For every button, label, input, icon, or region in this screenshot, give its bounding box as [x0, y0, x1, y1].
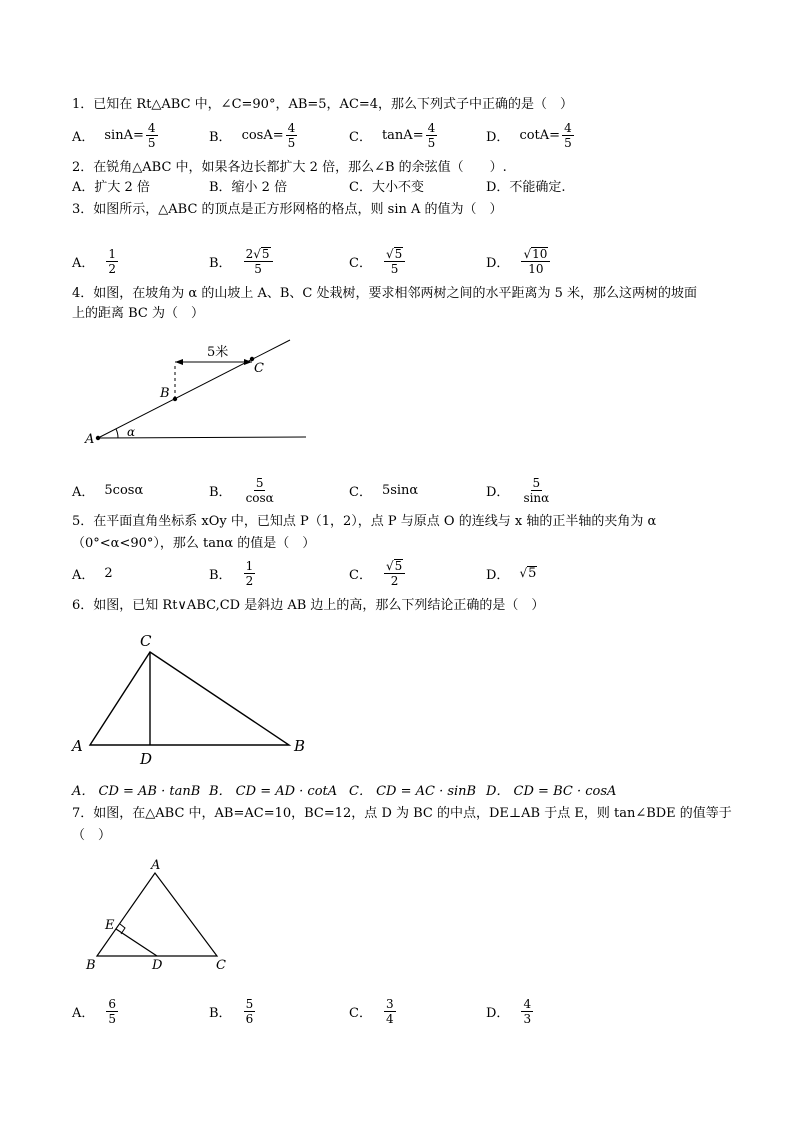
q4-option-c: C． 5sinα [349, 482, 419, 500]
question-3-options [72, 244, 732, 278]
q6-option-a: A． CD = AB · tanB [72, 784, 201, 799]
label-c: C [140, 632, 152, 650]
label-e: E [105, 918, 115, 933]
q7-option-a: A． $\frac{6}{5}$ [72, 996, 117, 1026]
fraction: $\frac{1}{2}$ [108, 246, 117, 276]
q2-option-a: A．扩大 2 倍 [72, 180, 150, 195]
label-a: A [85, 432, 95, 447]
fraction: 2 √ 5 5 [244, 247, 273, 276]
q6-option-c: C． CD = AC · sinB [349, 784, 477, 799]
question-7-line-1: 7．如图，在△ABC 中，AB=AC=10，BC=12，点 D 为 BC 的中点，DE⊥AB 于点 E，则 tan∠BDE 的值等于 [72, 806, 732, 821]
label-a: A [151, 858, 161, 873]
fraction: √ 5 2 [384, 559, 405, 588]
question-4-line-2: 上的距离 BC 为（ ） [72, 306, 205, 321]
fraction: $\frac{4}{5}$ [287, 120, 296, 150]
fraction: $\frac{4}{5}$ [564, 120, 572, 150]
distance-label: 5米 [207, 345, 229, 360]
q2-option-c: C．大小不变 [349, 180, 424, 195]
label-b: B [294, 737, 306, 755]
question-5-line-1: 5．在平面直角坐标系 xOy 中，已知点 P（1，2），点 P 与原点 O 的连线与 x 轴的正半轴的夹角为 α [72, 514, 657, 529]
q2-option-d: D．不能确定. [486, 180, 566, 195]
q1-option-a: A． sinA= $\frac{4}{5}$ [72, 120, 156, 150]
question-6-text: 6．如图，已知 Rt∨ABC,CD 是斜边 AB 边上的高，那么下列结论正确的是（ ） [72, 598, 545, 613]
isosceles-triangle-figure [80, 858, 240, 976]
q7-option-c: C． $\frac{3}{4}$ [349, 996, 394, 1026]
question-3-text: 3．如图所示，△ABC 的顶点是正方形网格的格点，则 sin A 的值为（ ） [72, 202, 503, 217]
arrow-head-left [175, 359, 183, 365]
label-alpha: α [127, 425, 136, 439]
slope-line [98, 340, 290, 438]
q1-option-d: D． cotA= $\frac{4}{5}$ [486, 120, 572, 150]
fraction: $\frac{5}{\cos\alpha}$ [245, 475, 274, 505]
q3-option-a: A． $\frac{1}{2}$ [72, 246, 117, 276]
fraction: $\frac{4}{5}$ [427, 120, 436, 150]
q3-option-b: B． 2 √ 5 5 [209, 244, 275, 278]
label-b: B [160, 386, 170, 401]
fraction: $\frac{1}{2}$ [245, 558, 254, 588]
q3-option-d: D． √ 10 10 [486, 244, 552, 278]
q1-option-c: C． tanA= $\frac{4}{5}$ [349, 120, 436, 150]
question-4-line-1: 4．如图，在坡角为 α 的山坡上 A、B、C 处栽树，要求相邻两树之间的水平距离为 5 米，那么这两树的坡面 [72, 286, 698, 301]
question-5-line-2: （0°<α<90°），那么 tanα 的值是（ ） [72, 536, 316, 551]
q2-option-b: B．缩小 2 倍 [209, 180, 288, 195]
right-triangle-figure [68, 628, 318, 772]
label-c: C [254, 361, 264, 376]
fraction: $\frac{4}{5}$ [147, 120, 156, 150]
q6-option-d: D． CD = BC · cosA [486, 784, 617, 799]
fraction: $\frac{4}{3}$ [523, 996, 532, 1026]
q6-option-b: B． CD = AD · cotA [209, 784, 338, 799]
q4-option-b: B． $\frac{5}{\cos\alpha}$ [209, 475, 274, 505]
fraction: √ 10 10 [521, 247, 550, 276]
question-7-options [72, 994, 732, 1028]
fraction: $\frac{5}{\sin\alpha}$ [523, 475, 550, 505]
q5-option-c: C． √ 5 2 [349, 556, 407, 590]
point-b [173, 397, 177, 401]
q4-option-d: D． $\frac{5}{\sin\alpha}$ [486, 475, 550, 505]
question-7-line-2: （ ） [72, 828, 112, 843]
label-b: B [86, 958, 96, 973]
triangle-abc [90, 652, 289, 745]
question-1-options [72, 118, 732, 152]
fraction: $\frac{5}{6}$ [245, 996, 254, 1026]
q3-option-c: C． √ 5 5 [349, 244, 407, 278]
q5-option-b: B． $\frac{1}{2}$ [209, 558, 254, 588]
question-2-text: 2．在锐角△ABC 中，如果各边长都扩大 2 倍，那么∠B 的余弦值（ ）. [72, 160, 507, 175]
fraction: $\frac{3}{4}$ [385, 996, 394, 1026]
fraction: $\frac{6}{5}$ [108, 996, 117, 1026]
triangle-abc [97, 873, 217, 956]
question-1-text: 1．已知在 Rt△ABC 中，∠C=90°，AB=5，AC=4，那么下列式子中正确的是（ ） [72, 97, 574, 112]
point-a [96, 436, 100, 440]
angle-arc [116, 429, 118, 438]
label-a: A [72, 737, 83, 755]
slope-figure [80, 335, 320, 450]
label-d: D [140, 750, 153, 768]
q7-option-d: D． $\frac{4}{3}$ [486, 996, 532, 1026]
q7-option-b: B． $\frac{5}{6}$ [209, 996, 254, 1026]
question-5-options [72, 556, 732, 590]
fraction: √ 5 5 [384, 247, 405, 276]
q4-option-a: A． 5cosα [72, 482, 144, 500]
question-4-options [72, 473, 732, 507]
label-d: D [152, 958, 163, 973]
label-c: C [216, 958, 226, 973]
q1-option-b: B． cosA= $\frac{4}{5}$ [209, 120, 296, 150]
q5-option-d: D． √ 5 [486, 566, 537, 583]
q5-option-a: A． 2 [72, 565, 113, 583]
